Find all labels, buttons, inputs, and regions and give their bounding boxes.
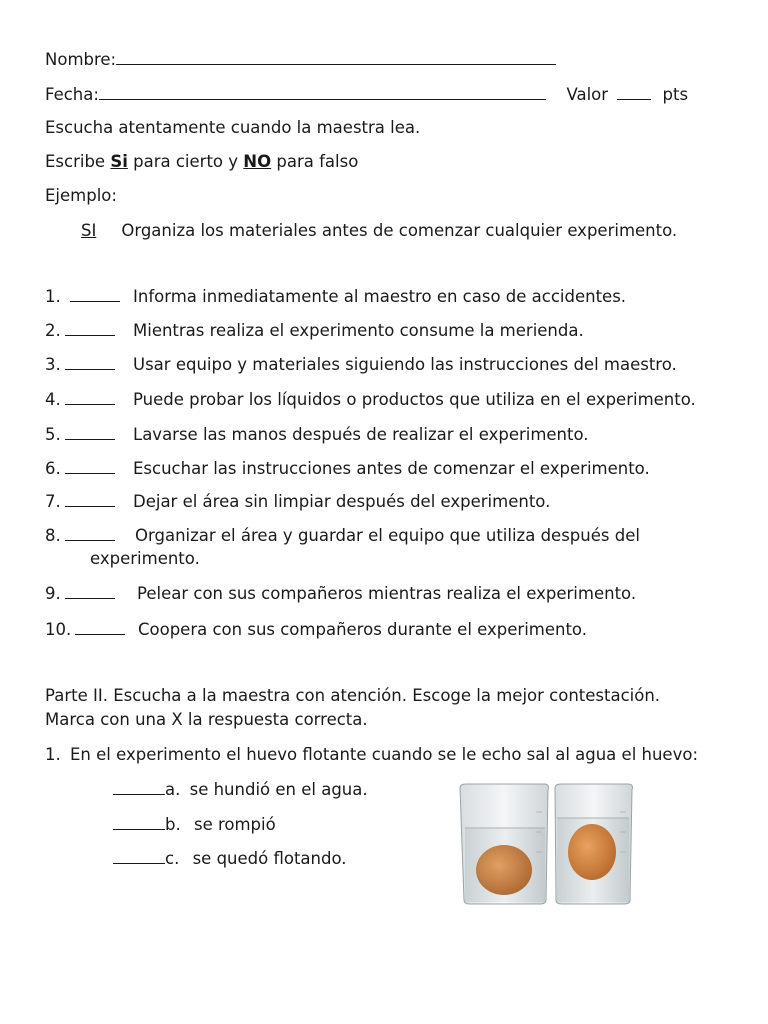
list-item: [45, 491, 550, 512]
beaker-sunken-egg: [460, 784, 549, 904]
item-number: 7.: [45, 492, 61, 511]
item-text: Coopera con sus compañeros durante el experimento.: [138, 620, 587, 639]
example-answer: SI: [81, 221, 97, 240]
option-b: [113, 814, 276, 835]
item-number: 6.: [45, 459, 61, 478]
date-label: Fecha:: [45, 85, 99, 104]
item-number: 8.: [45, 526, 61, 545]
option-text: se hundió en el agua.: [189, 780, 368, 799]
answer-blank[interactable]: [70, 286, 120, 302]
item-number: 2.: [45, 321, 61, 340]
write-prefix: Escribe: [45, 152, 106, 171]
item-text-continuation: experimento.: [90, 549, 200, 568]
listen-instruction: Escucha atentamente cuando la maestra lea.: [45, 118, 421, 137]
part2-question: [45, 745, 698, 765]
option-a: [113, 779, 368, 800]
answer-blank[interactable]: [65, 491, 115, 507]
value-label: Valor: [566, 85, 609, 104]
example-item: [55, 221, 677, 241]
egg-icon: [568, 824, 616, 880]
item-number: 3.: [45, 355, 61, 374]
part2-heading: Parte II. Escucha a la maestra con atención. Escoge la mejor contestación.: [45, 686, 661, 705]
item-text: Puede probar los líquidos o productos que utiliza en el experimento.: [133, 390, 696, 409]
option-text: se quedó flotando.: [192, 849, 347, 868]
list-item: [45, 458, 650, 479]
item-text: Informa inmediatamente al maestro en caso de accidentes.: [133, 287, 627, 306]
item-number: 1.: [45, 287, 61, 306]
list-item: [45, 389, 696, 410]
answer-blank[interactable]: [65, 389, 115, 405]
answer-blank[interactable]: [65, 525, 115, 541]
answer-blank[interactable]: [75, 619, 125, 635]
write-instruction: [45, 152, 358, 172]
value-blank[interactable]: [617, 84, 651, 100]
write-suffix: para falso: [276, 152, 359, 171]
list-item: [45, 320, 584, 341]
list-item: [45, 619, 587, 640]
egg-beakers-image: [458, 782, 638, 906]
list-item: [45, 424, 589, 445]
date-line: [45, 84, 688, 105]
answer-blank[interactable]: [65, 354, 115, 370]
example-text: Organiza los materiales antes de comenzar cualquier experimento.: [121, 221, 678, 240]
item-text: Escuchar las instrucciones antes de comenzar el experimento.: [133, 459, 650, 478]
list-item: [45, 525, 640, 546]
example-label: Ejemplo:: [45, 186, 117, 205]
option-text: se rompió: [193, 815, 276, 834]
item-text: Dejar el área sin limpiar después del experimento.: [133, 492, 551, 511]
pts-label: pts: [662, 85, 689, 104]
option-letter: c.: [165, 849, 180, 868]
item-text: Organizar el área y guardar el equipo que utiliza después del: [135, 526, 640, 545]
item-number: 10.: [45, 620, 72, 639]
option-blank[interactable]: [113, 779, 165, 795]
item-number: 9.: [45, 584, 61, 603]
item-number: 5.: [45, 425, 61, 444]
item-text: Lavarse las manos después de realizar el experimento.: [133, 425, 589, 444]
list-item: [45, 354, 677, 375]
name-blank[interactable]: [116, 49, 556, 65]
no-word: NO: [243, 152, 272, 171]
option-blank[interactable]: [113, 848, 165, 864]
answer-blank[interactable]: [65, 458, 115, 474]
si-word: Si: [110, 152, 128, 171]
date-blank[interactable]: [99, 84, 546, 100]
list-item: [45, 583, 636, 604]
item-text: Usar equipo y materiales siguiendo las instrucciones del maestro.: [133, 355, 677, 374]
name-label: Nombre:: [45, 50, 117, 69]
answer-blank[interactable]: [65, 583, 115, 599]
option-c: [113, 848, 347, 869]
beaker-floating-egg: [555, 784, 633, 904]
write-middle: para cierto y: [133, 152, 239, 171]
answer-blank[interactable]: [65, 320, 115, 336]
question-text: En el experimento el huevo flotante cuando se le echo sal al agua el huevo:: [70, 745, 699, 764]
egg-icon: [476, 845, 532, 895]
option-letter: b.: [165, 815, 181, 834]
part2-instruction: Marca con una X la respuesta correcta.: [45, 710, 368, 729]
name-line: [45, 49, 556, 70]
list-item: [45, 286, 626, 307]
option-letter: a.: [165, 780, 181, 799]
item-number: 4.: [45, 390, 61, 409]
item-text: Mientras realiza el experimento consume la merienda.: [133, 321, 584, 340]
item-text: Pelear con sus compañeros mientras realiza el experimento.: [137, 584, 637, 603]
question-number: 1.: [45, 745, 61, 764]
answer-blank[interactable]: [65, 424, 115, 440]
option-blank[interactable]: [113, 814, 165, 830]
